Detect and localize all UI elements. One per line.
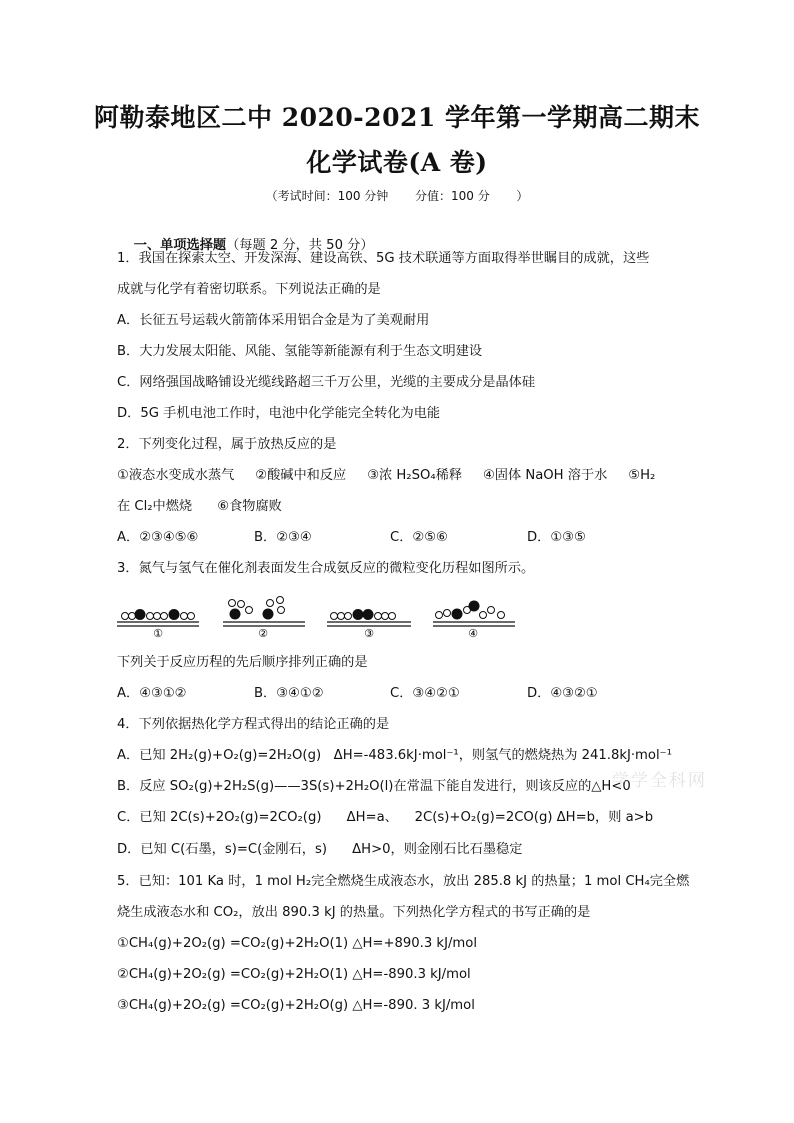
q2-options	[117, 529, 717, 547]
q1-option-d: D．5G 手机电池工作时，电池中化学能完全转化为电能	[117, 406, 441, 421]
q4-option-b: B．反应 SO₂(g)+2H₂S(g)——3S(s)+2H₂O(l)在常温下能自发进行，则该反应的△H<0	[117, 779, 631, 794]
q5-equation-1: ①CH₄(g)+2O₂(g) =CO₂(g)+2H₂O(1) △H=+890.3 kJ/mol	[117, 936, 477, 951]
catalyst-surface-diagram	[115, 592, 515, 642]
exam-title-line2: 化学试卷(A 卷)	[306, 148, 488, 177]
q5-equation-2: ②CH₄(g)+2O₂(g) =CO₂(g)+2H₂O(1) △H=-890.3 kJ/mol	[117, 967, 471, 982]
diagram-panel-1	[117, 609, 199, 640]
q4-stem: 4．下列依据热化学方程式得出的结论正确的是	[117, 717, 390, 732]
q3-options	[117, 685, 717, 703]
q2-option-b: B．②③④	[254, 530, 312, 545]
q4-option-c: C．已知 2C(s)+2O₂(g)=2CO₂(g) ΔH=a、 2C(s)+O₂(g)=2CO(g) ΔH=b，则 a>b	[117, 810, 654, 825]
q2-option-d: D．①③⑤	[527, 530, 586, 545]
q3-option-a: A．④③①②	[117, 686, 187, 701]
q2-items-2: 在 Cl₂中燃烧 ⑥食物腐败	[117, 499, 282, 514]
q4-option-a: A．已知 2H₂(g)+O₂(g)=2H₂O(g) ΔH=-483.6kJ·mol⁻¹，则氢气的燃烧热为 241.8kJ·mol⁻¹	[117, 748, 672, 763]
q2-items-1: ①液态水变成水蒸气 ②酸碱中和反应 ③浓 H₂SO₄稀释 ④固体 NaOH 溶于水 ⑤H₂	[117, 468, 656, 483]
diagram-label-3: ③	[364, 627, 374, 640]
diagram-panel-4	[433, 601, 515, 641]
q2-stem: 2．下列变化过程，属于放热反应的是	[117, 437, 337, 452]
q1-option-a: A．长征五号运载火箭箭体采用铝合金是为了美观耐用	[117, 313, 430, 328]
q4-option-d: D．已知 C(石墨，s)=C(金刚石，s) ΔH>0，则金刚石比石墨稳定	[117, 842, 523, 857]
q3-stem-2: 下列关于反应历程的先后顺序排列正确的是	[117, 655, 368, 670]
exam-title-line1: 阿勒泰地区二中 2020-2021 学年第一学期高二期末	[94, 103, 700, 132]
q3-option-b: B．③④①②	[254, 686, 324, 701]
diagram-label-1: ①	[153, 627, 163, 640]
q1-stem-1: 1．我国在探索太空、开发深海、建设高铁、5G 技术联通等方面取得举世瞩目的成就，这些	[117, 251, 650, 266]
exam-meta: （考试时间：100 分钟 分值：100 分 ）	[265, 189, 529, 203]
watermark: 学学全科网	[612, 771, 707, 791]
q5-stem-1: 5．已知：101 Ka 时，1 mol H₂完全燃烧生成液态水，放出 285.8 kJ 的热量；1 mol CH₄完全燃	[117, 874, 690, 889]
section-title: 一、单项选择题	[133, 238, 227, 253]
q3-stem: 3．氮气与氢气在催化剂表面发生合成氨反应的微粒变化历程如图所示。	[117, 561, 535, 576]
q1-option-c: C．网络强国战略铺设光缆线路超三千万公里，光缆的主要成分是晶体硅	[117, 375, 536, 390]
diagram-panel-3	[327, 609, 411, 640]
diagram-label-4: ④	[468, 627, 478, 640]
q3-option-d: D．④③②①	[527, 686, 598, 701]
q2-option-c: C．②⑤⑥	[390, 530, 448, 545]
q5-equation-3: ③CH₄(g)+2O₂(g) =CO₂(g)+2H₂O(g) △H=-890. 3 kJ/mol	[117, 998, 475, 1013]
section-note: （每题 2 分，共 50 分）	[226, 238, 374, 253]
q5-stem-2: 烧生成液态水和 CO₂，放出 890.3 kJ 的热量。下列热化学方程式的书写正确的是	[117, 905, 591, 920]
q1-stem-2: 成就与化学有着密切联系。下列说法正确的是	[117, 282, 381, 297]
diagram-label-2: ②	[258, 627, 268, 640]
q1-option-b: B．大力发展太阳能、风能、氢能等新能源有利于生态文明建设	[117, 344, 483, 359]
diagram-panel-2	[223, 597, 305, 641]
q2-option-a: A．②③④⑤⑥	[117, 530, 199, 545]
q3-option-c: C．③④②①	[390, 686, 460, 701]
